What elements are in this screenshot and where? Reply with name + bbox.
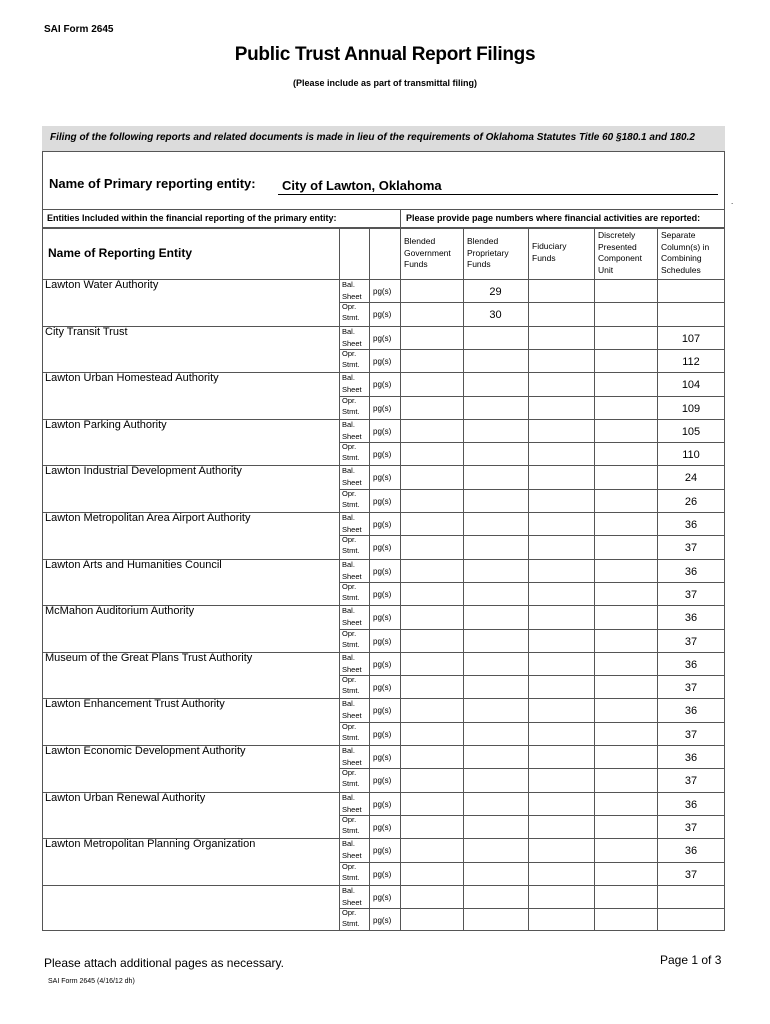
operating-statement-page[interactable]: 37 xyxy=(684,729,698,741)
pg-label: pg(s) xyxy=(373,637,392,646)
header-divider xyxy=(42,228,725,229)
row-subdivider xyxy=(339,349,725,350)
pg-label: pg(s) xyxy=(373,497,392,506)
primary-entity-underline xyxy=(278,194,718,195)
balance-sheet-page[interactable]: 36 xyxy=(684,612,698,624)
column-header: Fiduciary Funds xyxy=(532,241,567,263)
balance-sheet-page[interactable]: 36 xyxy=(684,752,698,764)
stmt-label: Stmt. xyxy=(342,453,360,462)
opr-label: Opr. xyxy=(342,675,357,684)
pg-label: pg(s) xyxy=(373,590,392,599)
pg-label: pg(s) xyxy=(373,473,392,482)
row-subdivider xyxy=(339,768,725,769)
operating-statement-page[interactable]: 37 xyxy=(684,822,698,834)
balance-sheet-page[interactable]: 24 xyxy=(684,472,698,484)
opr-label: Opr. xyxy=(342,349,357,358)
pg-label: pg(s) xyxy=(373,660,392,669)
sheet-label: Sheet xyxy=(342,711,362,720)
entities-header: Entities Included within the financial reporting of the primary entity: xyxy=(42,209,401,228)
stmt-label: Stmt. xyxy=(342,640,360,649)
balance-sheet-page[interactable]: 29 xyxy=(489,286,502,298)
balance-sheet-page[interactable]: 104 xyxy=(681,379,701,391)
primary-entity-label: Name of Primary reporting entity: xyxy=(49,176,256,191)
opr-label: Opr. xyxy=(342,582,357,591)
pg-label: pg(s) xyxy=(373,893,392,902)
pg-label: pg(s) xyxy=(373,310,392,319)
pg-label: pg(s) xyxy=(373,870,392,879)
bal-label: Bal. xyxy=(342,513,355,522)
operating-statement-page[interactable]: 26 xyxy=(684,496,698,508)
bal-label: Bal. xyxy=(342,746,355,755)
bal-label: Bal. xyxy=(342,699,355,708)
opr-label: Opr. xyxy=(342,768,357,777)
stray-mark: . xyxy=(731,197,734,206)
balance-sheet-page[interactable]: 36 xyxy=(684,519,698,531)
pg-label: pg(s) xyxy=(373,823,392,832)
row-subdivider xyxy=(339,722,725,723)
sheet-label: Sheet xyxy=(342,385,362,394)
sheet-label: Sheet xyxy=(342,478,362,487)
row-subdivider xyxy=(339,582,725,583)
row-subdivider xyxy=(339,908,725,909)
operating-statement-page[interactable]: 37 xyxy=(684,869,698,881)
form-id: SAI Form 2645 xyxy=(44,24,114,35)
column-divider xyxy=(463,228,464,931)
pg-label: pg(s) xyxy=(373,380,392,389)
entity-name: Lawton Parking Authority xyxy=(45,419,167,431)
pages-header: Please provide page numbers where financial activities are reported: xyxy=(400,209,725,228)
row-subdivider xyxy=(339,815,725,816)
entity-name: Lawton Arts and Humanities Council xyxy=(45,559,222,571)
pg-label: pg(s) xyxy=(373,450,392,459)
opr-label: Opr. xyxy=(342,489,357,498)
pg-label: pg(s) xyxy=(373,404,392,413)
entity-name: Lawton Urban Renewal Authority xyxy=(45,792,206,804)
form-version: SAI Form 2645 (4/16/12 dh) xyxy=(48,978,135,985)
pg-label: pg(s) xyxy=(373,706,392,715)
bal-label: Bal. xyxy=(342,793,355,802)
stmt-label: Stmt. xyxy=(342,500,360,509)
pg-label: pg(s) xyxy=(373,520,392,529)
sheet-label: Sheet xyxy=(342,525,362,534)
primary-entity-field[interactable]: City of Lawton, Oklahoma xyxy=(282,178,442,193)
operating-statement-page[interactable]: 37 xyxy=(684,542,698,554)
stmt-label: Stmt. xyxy=(342,360,360,369)
operating-statement-page[interactable]: 110 xyxy=(682,449,700,461)
balance-sheet-page[interactable]: 36 xyxy=(684,566,698,578)
stmt-label: Stmt. xyxy=(342,686,360,695)
pg-label: pg(s) xyxy=(373,287,392,296)
row-subdivider xyxy=(339,629,725,630)
pg-label: pg(s) xyxy=(373,427,392,436)
bal-label: Bal. xyxy=(342,373,355,382)
row-subdivider xyxy=(339,675,725,676)
row-subdivider xyxy=(339,535,725,536)
pg-label: pg(s) xyxy=(373,753,392,762)
pg-label: pg(s) xyxy=(373,776,392,785)
bal-label: Bal. xyxy=(342,560,355,569)
operating-statement-page[interactable]: 37 xyxy=(684,682,698,694)
operating-statement-page[interactable]: 112 xyxy=(682,356,700,368)
bal-label: Bal. xyxy=(342,280,355,289)
stmt-label: Stmt. xyxy=(342,407,360,416)
row-subdivider xyxy=(339,302,725,303)
sheet-label: Sheet xyxy=(342,292,362,301)
page-number: Page 1 of 3 xyxy=(660,953,722,967)
balance-sheet-page[interactable]: 36 xyxy=(684,799,698,811)
pg-label: pg(s) xyxy=(373,613,392,622)
entity-name: City Transit Trust xyxy=(45,326,128,338)
balance-sheet-page[interactable]: 105 xyxy=(681,426,701,438)
stmt-label: Stmt. xyxy=(342,779,360,788)
row-subdivider xyxy=(339,396,725,397)
pg-label: pg(s) xyxy=(373,846,392,855)
stmt-label: Stmt. xyxy=(342,733,360,742)
bal-label: Bal. xyxy=(342,886,355,895)
column-header: Blended Proprietary Funds xyxy=(467,236,509,269)
opr-label: Opr. xyxy=(342,442,357,451)
row-divider xyxy=(42,326,725,327)
bal-label: Bal. xyxy=(342,839,355,848)
sheet-label: Sheet xyxy=(342,805,362,814)
opr-label: Opr. xyxy=(342,302,357,311)
column-divider xyxy=(400,228,401,931)
sheet-label: Sheet xyxy=(342,572,362,581)
sheet-label: Sheet xyxy=(342,758,362,767)
sheet-label: Sheet xyxy=(342,339,362,348)
stmt-label: Stmt. xyxy=(342,873,360,882)
bal-label: Bal. xyxy=(342,653,355,662)
opr-label: Opr. xyxy=(342,722,357,731)
pg-label: pg(s) xyxy=(373,334,392,343)
bal-label: Bal. xyxy=(342,466,355,475)
operating-statement-page[interactable]: 37 xyxy=(684,636,698,648)
column-header: Separate Column(s) in Combining Schedules xyxy=(661,230,710,275)
pg-label: pg(s) xyxy=(373,543,392,552)
operating-statement-page[interactable]: 37 xyxy=(684,589,698,601)
sheet-label: Sheet xyxy=(342,618,362,627)
entity-name: Lawton Industrial Development Authority xyxy=(45,465,242,477)
pg-label: pg(s) xyxy=(373,683,392,692)
row-subdivider xyxy=(339,442,725,443)
operating-statement-page[interactable]: 30 xyxy=(489,309,502,321)
page-subtitle: (Please include as part of transmittal filing) xyxy=(292,78,478,88)
sheet-label: Sheet xyxy=(342,898,362,907)
balance-sheet-page[interactable]: 36 xyxy=(684,845,698,857)
column-divider xyxy=(339,228,340,931)
bal-label: Bal. xyxy=(342,606,355,615)
opr-label: Opr. xyxy=(342,629,357,638)
opr-label: Opr. xyxy=(342,396,357,405)
stmt-label: Stmt. xyxy=(342,313,360,322)
stmt-label: Stmt. xyxy=(342,919,360,928)
balance-sheet-page[interactable]: 36 xyxy=(684,659,698,671)
row-subdivider xyxy=(339,862,725,863)
attach-note: Please attach additional pages as necessary. xyxy=(44,956,284,970)
stmt-label: Stmt. xyxy=(342,593,360,602)
name-column-header: Name of Reporting Entity xyxy=(48,246,193,260)
entity-name: Lawton Metropolitan Area Airport Authority xyxy=(45,512,251,524)
balance-sheet-page[interactable]: 107 xyxy=(681,333,701,345)
sheet-label: Sheet xyxy=(342,851,362,860)
entity-name: Museum of the Great Plans Trust Authority xyxy=(45,652,253,664)
pg-label: pg(s) xyxy=(373,730,392,739)
opr-label: Opr. xyxy=(342,908,357,917)
pg-label: pg(s) xyxy=(373,357,392,366)
bal-label: Bal. xyxy=(342,327,355,336)
page-title: Public Trust Annual Report Filings xyxy=(234,44,536,65)
sheet-label: Sheet xyxy=(342,432,362,441)
bal-label: Bal. xyxy=(342,420,355,429)
entity-name: Lawton Economic Development Authority xyxy=(45,745,246,757)
opr-label: Opr. xyxy=(342,815,357,824)
entity-name: Lawton Water Authority xyxy=(45,279,159,291)
entity-name: McMahon Auditorium Authority xyxy=(45,605,195,617)
column-divider xyxy=(528,228,529,931)
stmt-label: Stmt. xyxy=(342,826,360,835)
pg-label: pg(s) xyxy=(373,567,392,576)
column-divider xyxy=(369,228,370,931)
column-divider xyxy=(594,228,595,931)
stmt-label: Stmt. xyxy=(342,546,360,555)
pg-label: pg(s) xyxy=(373,916,392,925)
operating-statement-page[interactable]: 109 xyxy=(681,403,701,415)
opr-label: Opr. xyxy=(342,862,357,871)
operating-statement-page[interactable]: 37 xyxy=(684,775,698,787)
column-header: Discretely Presented Component Unit xyxy=(598,230,642,275)
entity-name: Lawton Metropolitan Planning Organization xyxy=(45,838,256,850)
opr-label: Opr. xyxy=(342,535,357,544)
column-header: Blended Government Funds xyxy=(404,236,451,269)
entity-name: Lawton Enhancement Trust Authority xyxy=(45,698,225,710)
pg-label: pg(s) xyxy=(373,800,392,809)
statute-note: Filing of the following reports and related documents is made in lieu of the requirements of Oklahoma Statutes Title 60 §180.1 and 180.2 xyxy=(42,126,725,152)
balance-sheet-page[interactable]: 36 xyxy=(684,705,698,717)
row-divider xyxy=(42,885,725,886)
sheet-label: Sheet xyxy=(342,665,362,674)
entity-name: Lawton Urban Homestead Authority xyxy=(45,372,219,384)
row-subdivider xyxy=(339,489,725,490)
